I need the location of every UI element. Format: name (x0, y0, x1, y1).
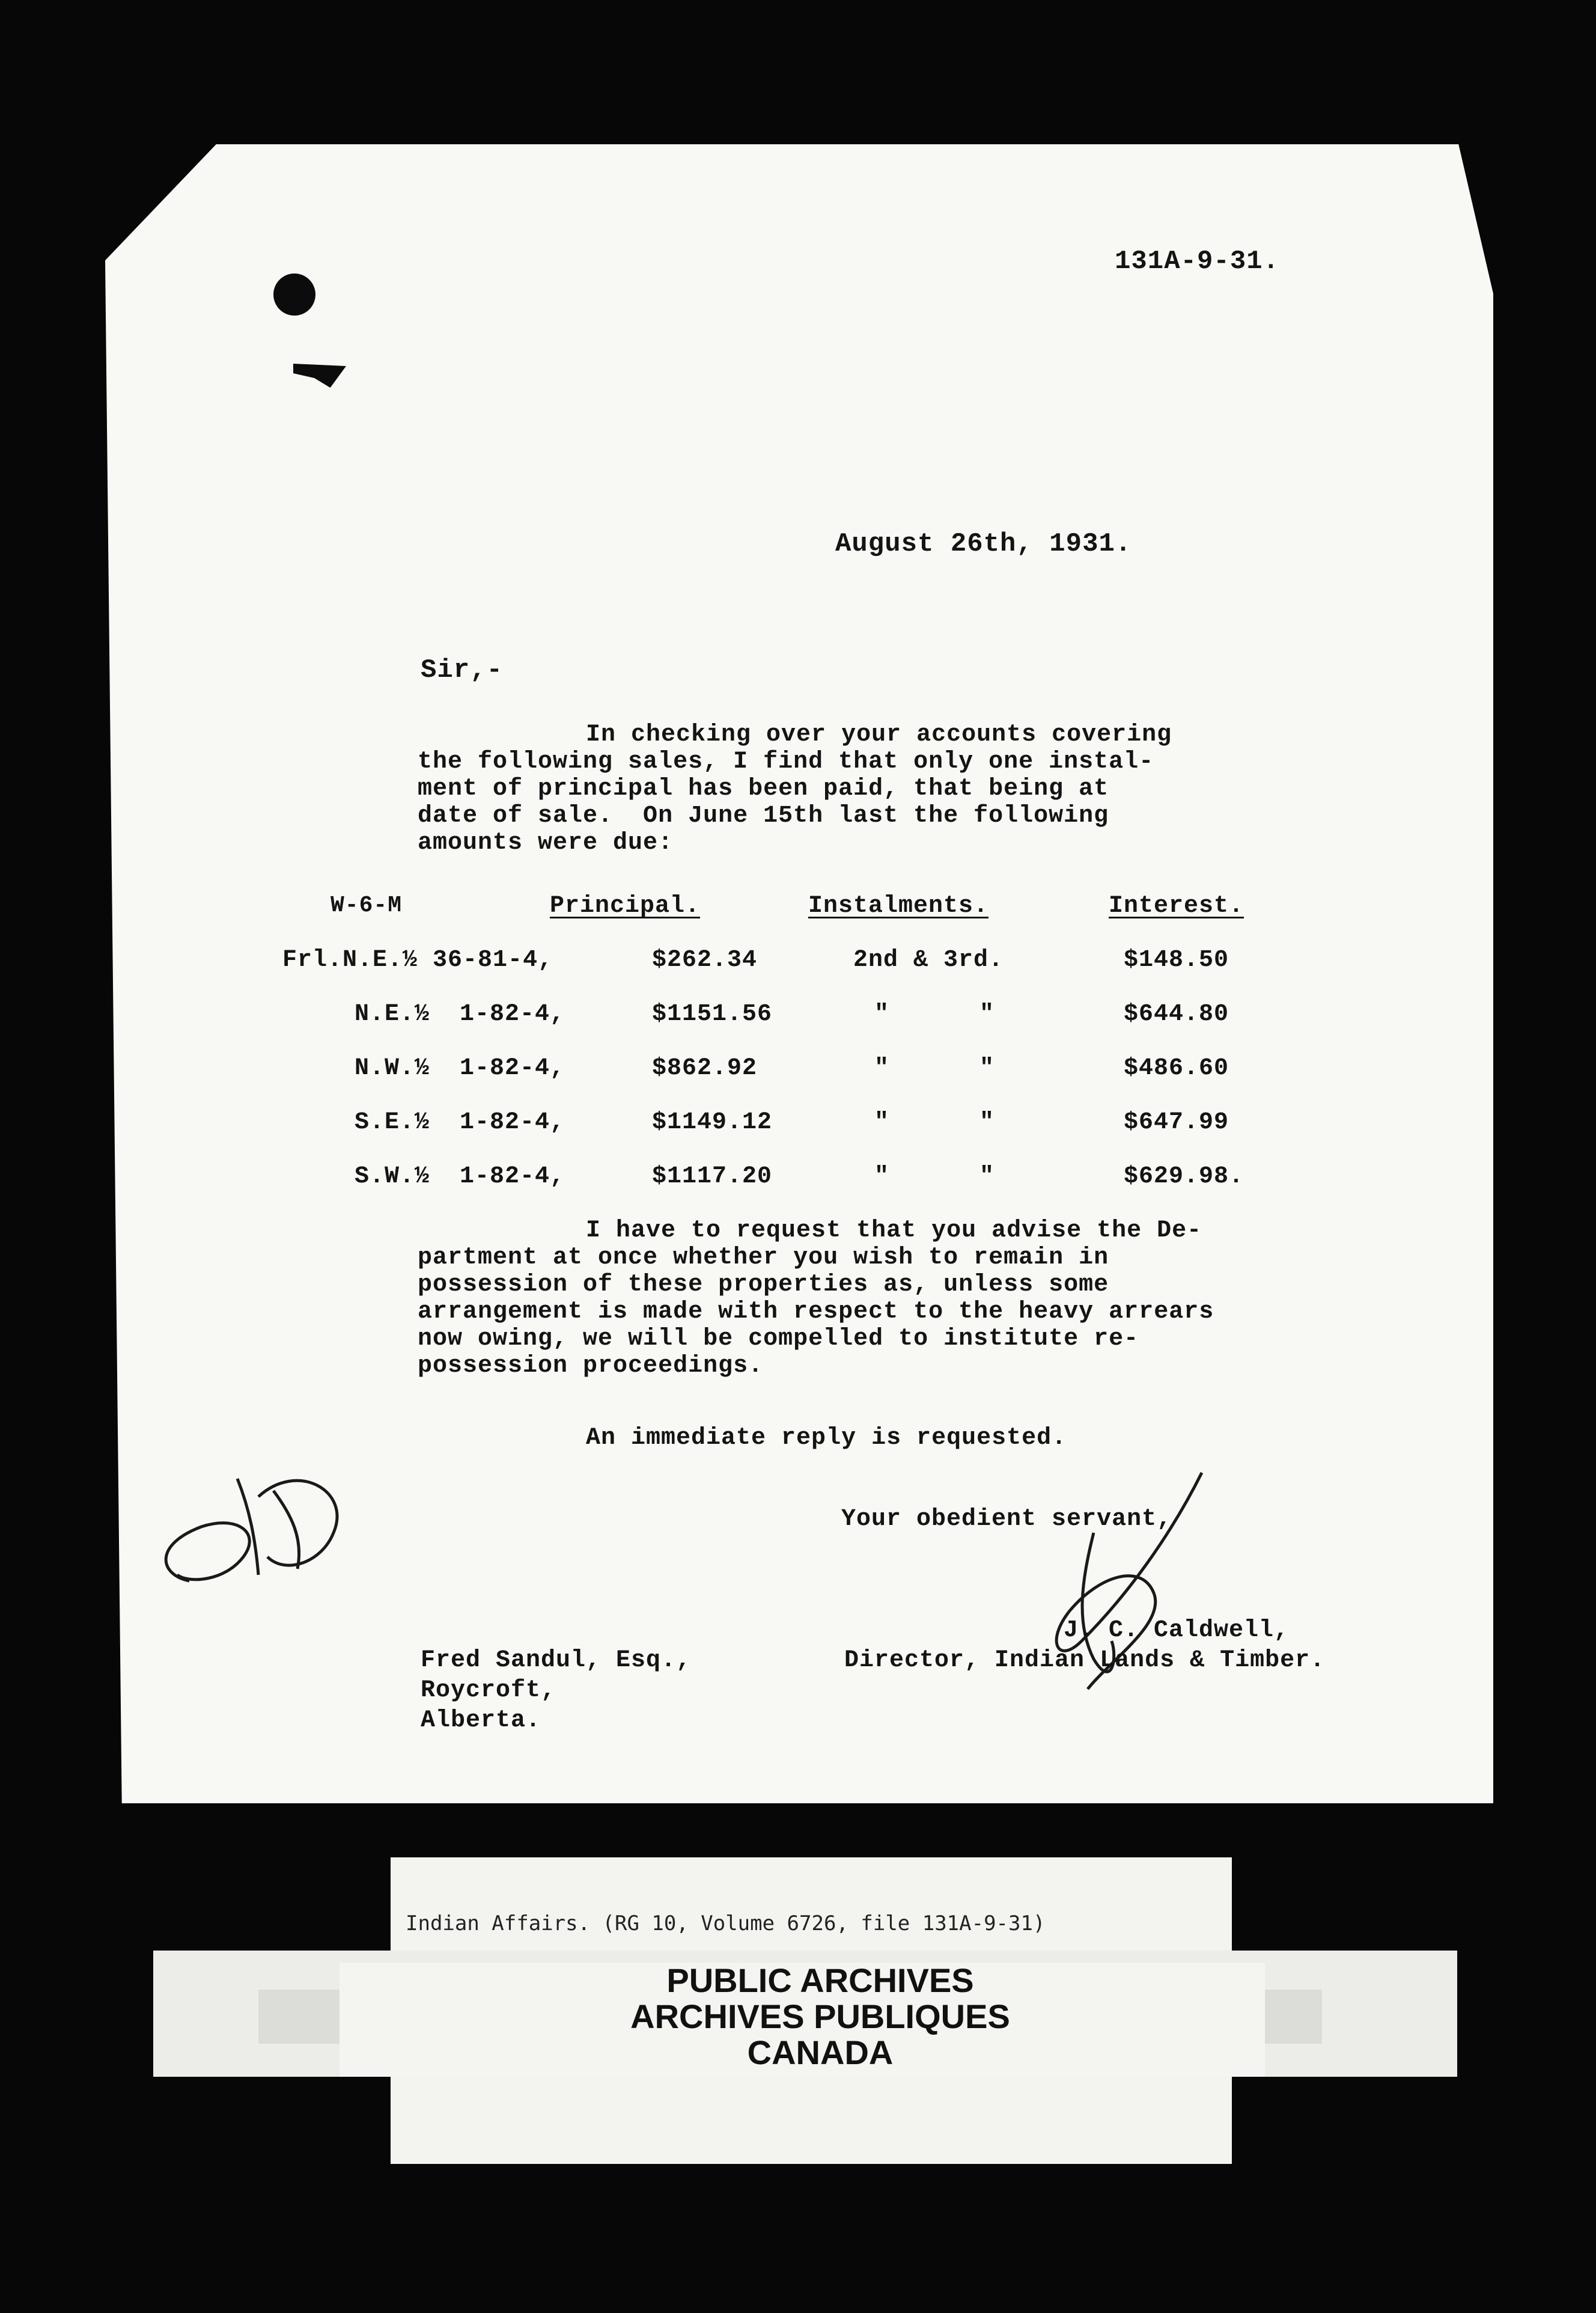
punch-hole-mark (273, 273, 315, 316)
signer-title: Director, Indian Lands & Timber. (844, 1647, 1326, 1674)
letter-date: August 26th, 1931. (835, 529, 1132, 559)
stamp-line: ARCHIVES PUBLIQUES (630, 1997, 1010, 2035)
paragraph-line: In checking over your accounts covering (586, 721, 1172, 748)
cell-principal: $862.92 (652, 1055, 758, 1082)
cell-land: S.E.½ 1-82-4, (355, 1109, 565, 1136)
cell-interest: $486.60 (1124, 1055, 1229, 1082)
paragraph-line: now owing, we will be compelled to institute re- (418, 1325, 1139, 1352)
cell-principal: $1151.56 (652, 1001, 773, 1028)
cell-principal: $1149.12 (652, 1109, 773, 1136)
complimentary-close: Your obedient servant, (841, 1506, 1172, 1533)
archive-stamp (520, 1963, 1121, 2071)
cell-principal: $1117.20 (652, 1163, 773, 1190)
header-instalments: Instalments. (808, 893, 989, 920)
cell-land: Frl.N.E.½ 36-81-4, (282, 947, 553, 974)
cell-instalments: " " (874, 1109, 995, 1136)
stamp-line: PUBLIC ARCHIVES (666, 1961, 974, 1999)
paragraph-line: possession proceedings. (418, 1352, 764, 1380)
cell-interest: $148.50 (1124, 947, 1229, 974)
addressee-line: Alberta. (421, 1707, 541, 1734)
paragraph-line: arrangement is made with respect to the heavy arrears (418, 1298, 1214, 1325)
paragraph-line: the following sales, I find that only one instal- (418, 748, 1154, 775)
paragraph-line: ment of principal has been paid, that being at (418, 775, 1109, 802)
paragraph-line: possession of these properties as, unless some (418, 1271, 1109, 1298)
cell-interest: $644.80 (1124, 1001, 1229, 1028)
paragraph-line: date of sale. On June 15th last the following (418, 802, 1109, 830)
header-land: W-6-M (330, 893, 403, 918)
stamp-line: CANADA (747, 2033, 894, 2071)
cell-land: S.W.½ 1-82-4, (355, 1163, 565, 1190)
cell-instalments: 2nd & 3rd. (853, 947, 1004, 974)
cell-instalments: " " (874, 1163, 995, 1190)
file-reference: 131A-9-31. (1115, 246, 1280, 277)
paragraph-line: I have to request that you advise the De- (586, 1217, 1202, 1244)
header-interest: Interest. (1109, 893, 1244, 920)
cell-land: N.W.½ 1-82-4, (355, 1055, 565, 1082)
cell-principal: $262.34 (652, 947, 758, 974)
cell-interest: $647.99 (1124, 1109, 1229, 1136)
header-principal: Principal. (550, 893, 701, 920)
cell-instalments: " " (874, 1001, 995, 1028)
cell-interest: $629.98. (1124, 1163, 1244, 1190)
archive-caption: Indian Affairs. (RG 10, Volume 6726, file 131A-9-31) (406, 1911, 1046, 1936)
signer-name: J. C. Caldwell, (1064, 1617, 1290, 1644)
handwritten-signature (1022, 1461, 1238, 1713)
paragraph-line: amounts were due: (418, 830, 674, 857)
reply-request: An immediate reply is requested. (586, 1425, 1067, 1452)
paragraph-line: partment at once whether you wish to remain in (418, 1244, 1109, 1271)
cell-instalments: " " (874, 1055, 995, 1082)
salutation: Sir,- (421, 655, 504, 685)
addressee-line: Roycroft, (421, 1677, 556, 1704)
handwritten-initials (153, 1455, 382, 1599)
addressee-line: Fred Sandul, Esq., (421, 1647, 692, 1674)
cell-land: N.E.½ 1-82-4, (355, 1001, 565, 1028)
